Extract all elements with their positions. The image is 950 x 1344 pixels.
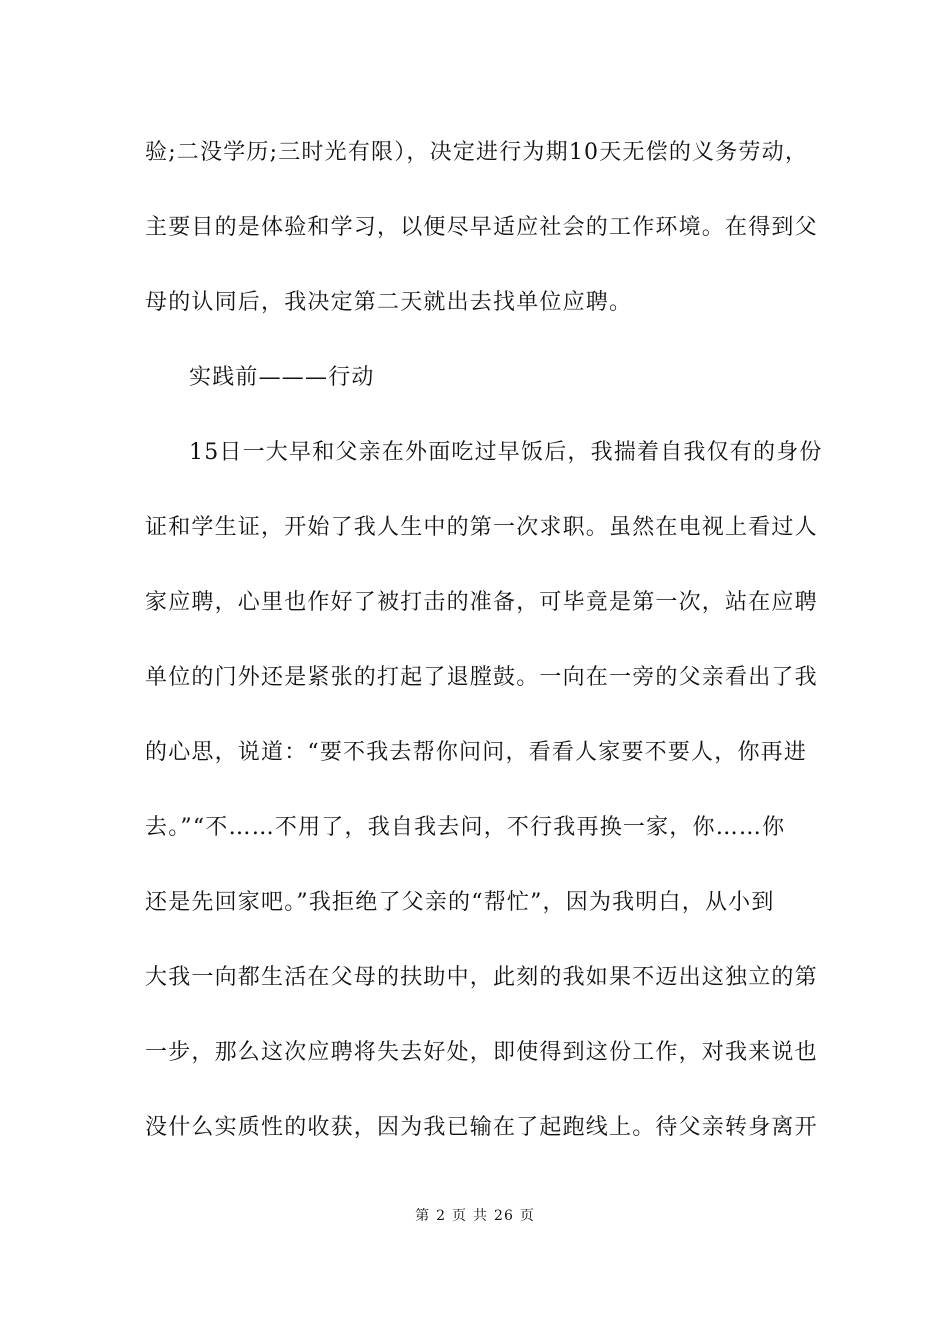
body-text-line: 大我一向都生活在父母的扶助中，此刻的我如果不迈出这独立的第 — [145, 965, 818, 990]
body-text-line: 主要目的是体验和学习，以便尽早适应社会的工作环境。在得到父 — [145, 215, 818, 240]
footer-total-unit: 页 — [519, 1208, 535, 1224]
body-text-line: 的心思，说道：“要不我去帮你问问，看看人家要不要人，你再进 — [145, 740, 808, 765]
body-text-line: 去。”“不……不用了，我自我去问，不行我再换一家，你……你 — [145, 815, 786, 840]
body-text-line: 15日一大早和父亲在外面吃过早饭后，我揣着自我仅有的身份 — [189, 440, 823, 465]
body-text-line: 母的认同后，我决定第二天就出去找单位应聘。 — [145, 290, 633, 315]
body-text-line: 没什么实质性的收获，因为我已输在了起跑线上。待父亲转身离开 — [145, 1115, 818, 1140]
footer-page-word: 第 — [415, 1208, 431, 1224]
body-text-line: 家应聘，心里也作好了被打击的准备，可毕竟是第一次，站在应聘 — [145, 590, 818, 615]
body-text-line: 还是先回家吧。”我拒绝了父亲的“帮忙”，因为我明白，从小到 — [145, 890, 775, 915]
section-heading: 实践前———行动 — [189, 365, 375, 390]
body-text-line: 一步，那么这次应聘将失去好处，即使得到这份工作，对我来说也 — [145, 1040, 818, 1065]
footer-page-number: 2 — [436, 1208, 447, 1224]
body-text-line: 单位的门外还是紧张的打起了退膛鼓。一向在一旁的父亲看出了我 — [145, 665, 818, 690]
body-text-line: 证和学生证，开始了我人生中的第一次求职。虽然在电视上看过人 — [145, 515, 818, 540]
body-text-line: 验;二没学历;三时光有限），决定进行为期10天无偿的义务劳动， — [145, 140, 809, 165]
footer-total-word: 共 — [473, 1208, 489, 1224]
footer-page-unit: 页 — [452, 1208, 468, 1224]
footer-total-pages: 26 — [494, 1208, 514, 1224]
page-footer — [0, 1206, 950, 1226]
